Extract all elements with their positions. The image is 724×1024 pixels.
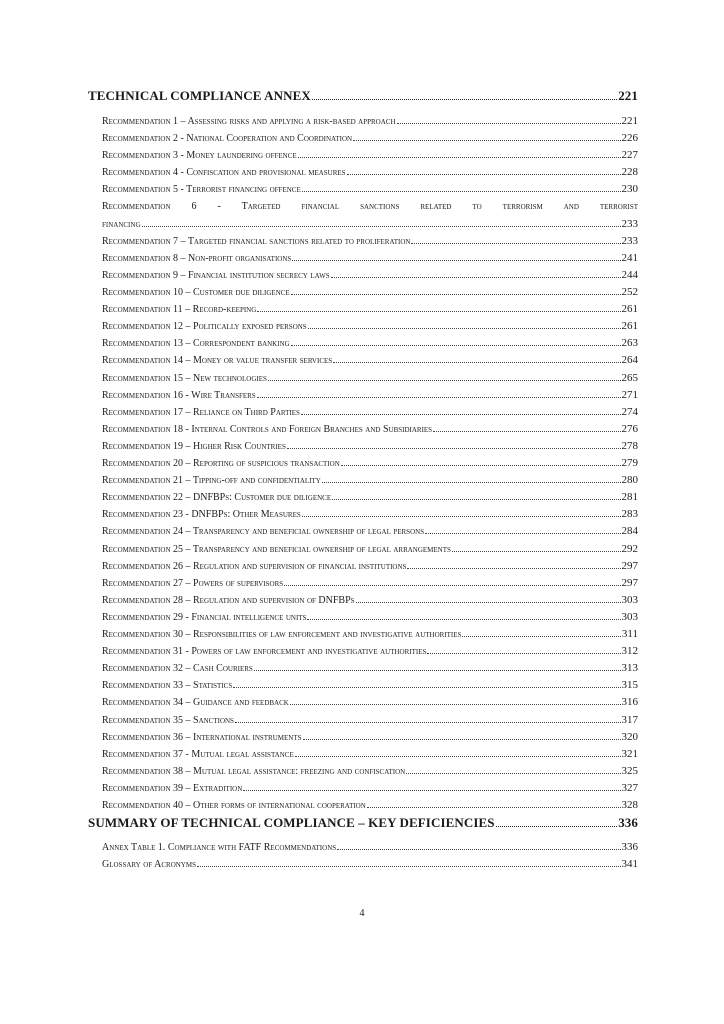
toc-entry-title: Recommendation 26 – Regulation and supervision of financial institutions <box>102 560 407 572</box>
toc-page-number: 233 <box>621 234 638 247</box>
toc-entry-recommendation-15[interactable] <box>102 372 638 384</box>
toc-entry-title: Recommendation 32 – Cash Couriers <box>102 663 253 675</box>
toc-entry-recommendation-8[interactable] <box>102 252 638 264</box>
toc-entry-annex-table-1[interactable] <box>102 841 638 853</box>
toc-entry-title: Recommendation 7 – Targeted financial sanctions related to proliferation <box>102 235 411 247</box>
toc-section-title: SUMMARY OF TECHNICAL COMPLIANCE – KEY DEFICIENCIES <box>88 815 495 830</box>
toc-page-number: 241 <box>621 251 638 264</box>
toc-page-number: 315 <box>621 679 638 692</box>
toc-entry-recommendation-16[interactable] <box>102 389 638 401</box>
dot-leader <box>312 99 617 100</box>
toc-entry-recommendation-40[interactable] <box>102 799 638 811</box>
dot-leader <box>291 294 621 295</box>
toc-entry-recommendation-4[interactable] <box>102 166 638 178</box>
toc-entry-title: Recommendation 1 – Assessing risks and applying a risk-based approach <box>102 116 396 127</box>
dot-leader <box>427 653 620 654</box>
toc-page-number: 320 <box>621 730 638 743</box>
dot-leader <box>302 191 621 192</box>
toc-entry-recommendation-6[interactable] <box>102 218 638 230</box>
toc-page-number: 278 <box>621 439 638 452</box>
toc-entry-title: Recommendation 10 – Customer due diligence <box>102 287 290 298</box>
toc-entry-recommendation-32[interactable] <box>102 662 638 674</box>
toc-page-number: 252 <box>621 286 638 298</box>
toc-entry-recommendation-38[interactable] <box>102 765 638 777</box>
toc-section-summary-key-deficiencies[interactable] <box>88 815 638 831</box>
toc-page-number: 303 <box>621 610 638 623</box>
toc-entry-recommendation-1[interactable] <box>102 115 638 127</box>
toc-entry-title: Recommendation 17 – Reliance on Third Parties <box>102 406 300 418</box>
toc-page-number: 244 <box>621 268 638 281</box>
toc-entry-title: Recommendation 38 – Mutual legal assistance: freezing and confiscation <box>102 765 406 777</box>
toc-entry-recommendation-22[interactable] <box>102 491 638 503</box>
toc-entry-recommendation-18[interactable] <box>102 423 638 435</box>
toc-entry-title: Recommendation 8 – Non-profit organisations <box>102 252 292 264</box>
toc-entry-recommendation-14[interactable] <box>102 354 638 366</box>
dot-leader <box>452 551 621 552</box>
toc-page-number: 316 <box>621 696 638 709</box>
toc-entry-recommendation-5[interactable] <box>102 183 638 195</box>
dot-leader <box>411 243 620 244</box>
toc-entry-title: Recommendation 16 - Wire Transfers <box>102 389 256 401</box>
toc-entry-title: Glossary of Acronyms <box>102 859 196 870</box>
dot-leader <box>337 849 620 850</box>
toc-entry-title: Recommendation 36 – International instruments <box>102 731 302 743</box>
toc-entry-recommendation-13[interactable] <box>102 337 638 349</box>
toc-page-number: 283 <box>621 508 638 521</box>
toc-entry-recommendation-10[interactable] <box>102 286 638 298</box>
toc-entry-title: Annex Table 1. Compliance with FATF Recommendations <box>102 842 337 853</box>
toc-entry-recommendation-34[interactable] <box>102 696 638 708</box>
toc-entry-recommendation-37[interactable] <box>102 748 638 760</box>
toc-entry-title: Recommendation 19 – Higher Risk Countries <box>102 440 286 452</box>
toc-entry-recommendation-28[interactable] <box>102 594 638 606</box>
toc-entry-recommendation-24[interactable] <box>102 525 638 537</box>
toc-page-number: 281 <box>621 491 638 504</box>
toc-page-number: 292 <box>621 542 638 555</box>
page-number-footer: 4 <box>359 908 365 919</box>
toc-section-technical-compliance-annex[interactable] <box>88 88 638 104</box>
toc-page-number: 317 <box>621 713 638 726</box>
toc-entry-title: Recommendation 14 – Money or value transfer services <box>102 355 333 367</box>
dot-leader <box>268 380 621 381</box>
dot-leader <box>356 602 621 603</box>
toc-page-number: 233 <box>621 217 638 230</box>
dot-leader <box>462 636 620 637</box>
toc-entry-title: Recommendation 21 – Tipping-off and confidentiality <box>102 475 321 487</box>
toc-entry-title: Recommendation 20 – Reporting of suspicious transaction <box>102 458 340 469</box>
toc-page-number: 261 <box>621 320 638 333</box>
toc-entry-recommendation-30[interactable] <box>102 628 638 640</box>
toc-entry-recommendation-17[interactable] <box>102 406 638 418</box>
toc-entry-title: Recommendation 9 – Financial institution secrecy laws <box>102 269 330 281</box>
dot-leader <box>243 790 620 791</box>
toc-page-number: 274 <box>621 405 638 418</box>
toc-page-number: 327 <box>621 781 638 794</box>
toc-page-number: 261 <box>621 303 638 316</box>
dot-leader <box>406 773 620 774</box>
toc-page-number: 276 <box>621 422 638 435</box>
toc-entry-recommendation-2[interactable] <box>102 132 638 144</box>
toc-entry-title: Recommendation 11 – Record-keeping <box>102 304 257 316</box>
toc-page-number: 265 <box>621 371 638 384</box>
toc-entry-title: Recommendation 40 – Other forms of international cooperation <box>102 800 366 811</box>
toc-entry-title: Recommendation 39 – Extradition <box>102 782 243 794</box>
dot-leader <box>303 739 621 740</box>
toc-entry-title: Recommendation 4 - Confiscation and provisional measures <box>102 167 346 179</box>
dot-leader <box>142 226 621 227</box>
toc-entry-title: Recommendation 2 - National Cooperation and Coordination <box>102 133 353 145</box>
toc-entry-recommendation-11[interactable] <box>102 303 638 315</box>
toc-page-number: 221 <box>618 88 638 103</box>
toc-entry-recommendation-31[interactable] <box>102 645 638 657</box>
toc-entry-title: Recommendation 30 – Responsibilities of law enforcement and investigative authorities <box>102 629 462 640</box>
toc-entry-recommendation-7[interactable] <box>102 235 638 247</box>
toc-page-number: 303 <box>621 593 638 606</box>
toc-entry-recommendation-19[interactable] <box>102 440 638 452</box>
toc-page-number: 221 <box>621 115 638 127</box>
toc-entry-recommendation-12[interactable] <box>102 320 638 332</box>
toc-entry-title: Recommendation 5 - Terrorist financing offence <box>102 184 301 196</box>
dot-leader <box>257 311 620 312</box>
toc-entry-title: Recommendation 3 - Money laundering offence <box>102 150 297 162</box>
toc-page-number: 280 <box>621 474 638 487</box>
dot-leader <box>290 704 621 705</box>
toc-entry-title: Recommendation 22 – DNFBPs: Customer due diligence <box>102 492 332 504</box>
dot-leader <box>295 756 621 757</box>
toc-page-number: 328 <box>621 799 638 811</box>
dot-leader <box>322 482 621 483</box>
dot-leader <box>332 499 620 500</box>
toc-page-number: 279 <box>621 457 638 469</box>
dot-leader <box>333 362 620 363</box>
toc-entry-title-line1: Recommendation 6 - Targeted financial sanctions related to terrorism and terrorist <box>102 200 638 212</box>
dot-leader <box>308 328 621 329</box>
toc-entry-recommendation-39[interactable] <box>102 782 638 794</box>
toc-entry-title: Recommendation 12 – Politically exposed persons <box>102 321 307 333</box>
toc-page-number: 226 <box>621 132 638 145</box>
toc-page-number: 313 <box>621 662 638 675</box>
dot-leader <box>197 866 621 867</box>
toc-page-number: 227 <box>621 149 638 162</box>
toc-entry-recommendation-27[interactable] <box>102 577 638 589</box>
toc-entry-recommendation-35[interactable] <box>102 714 638 726</box>
toc-section-title: TECHNICAL COMPLIANCE ANNEX <box>88 88 311 103</box>
toc-entry-title: Recommendation 23 - DNFBPs: Other Measures <box>102 509 301 521</box>
toc-entry-title: Recommendation 31 - Powers of law enforcement and investigative authorities <box>102 646 427 658</box>
toc-entry-title: Recommendation 33 – Statistics <box>102 680 233 692</box>
toc-page-number: 336 <box>621 841 638 853</box>
toc-entry-recommendation-9[interactable] <box>102 269 638 281</box>
toc-page-number: 230 <box>621 183 638 196</box>
toc-entry-title-line2: financing <box>102 218 141 230</box>
toc-entry-recommendation-23[interactable] <box>102 508 638 520</box>
dot-leader <box>291 345 621 346</box>
dot-leader <box>292 260 620 261</box>
toc-entry-recommendation-3[interactable] <box>102 149 638 161</box>
dot-leader <box>235 722 621 723</box>
toc-page-number: 284 <box>621 525 638 538</box>
toc-entry-title: Recommendation 18 - Internal Controls and Foreign Branches and Subsidiaries <box>102 423 433 435</box>
toc-page-number: 271 <box>621 388 638 401</box>
toc-entry-title: Recommendation 15 – New technologies <box>102 372 267 384</box>
dot-leader <box>425 533 620 534</box>
toc-entry-recommendation-25[interactable] <box>102 543 638 555</box>
toc-page-number: 336 <box>618 815 638 830</box>
dot-leader <box>407 568 620 569</box>
toc-entry-title: Recommendation 27 – Powers of supervisors <box>102 577 284 589</box>
toc-page-number: 311 <box>621 628 638 640</box>
dot-leader <box>257 397 621 398</box>
toc-page-number: 263 <box>621 337 638 350</box>
dot-leader <box>397 123 621 124</box>
dot-leader <box>301 414 621 415</box>
dot-leader <box>307 619 620 620</box>
toc-entry-title: Recommendation 34 – Guidance and feedback <box>102 697 289 709</box>
dot-leader <box>353 140 620 141</box>
toc-entry-glossary[interactable] <box>102 858 638 870</box>
dot-leader <box>284 585 620 586</box>
toc-page-number: 264 <box>621 354 638 367</box>
toc-page-number: 297 <box>621 559 638 572</box>
toc-entry-recommendation-26[interactable] <box>102 560 638 572</box>
toc-page-number: 312 <box>621 645 638 658</box>
toc-entry-recommendation-21[interactable] <box>102 474 638 486</box>
toc-entry-title: Recommendation 35 – Sanctions <box>102 714 234 726</box>
dot-leader <box>254 670 621 671</box>
dot-leader <box>496 826 618 827</box>
toc-entry-title: Recommendation 24 – Transparency and beneficial ownership of legal persons <box>102 526 425 538</box>
dot-leader <box>287 448 621 449</box>
toc-entry-title: Recommendation 37 - Mutual legal assistance <box>102 748 294 760</box>
toc-page-number: 297 <box>621 576 638 589</box>
toc-entry-title: Recommendation 13 – Correspondent banking <box>102 338 290 350</box>
toc-entry-recommendation-33[interactable] <box>102 679 638 691</box>
dot-leader <box>302 516 621 517</box>
toc-entry-recommendation-36[interactable] <box>102 731 638 743</box>
toc-entry-recommendation-29[interactable] <box>102 611 638 623</box>
toc-entry-title: Recommendation 25 – Transparency and beneficial ownership of legal arrangements <box>102 543 451 555</box>
toc-entry-title: Recommendation 28 – Regulation and supervision of DNFBPs <box>102 594 355 606</box>
dot-leader <box>233 687 620 688</box>
dot-leader <box>341 465 621 466</box>
toc-page-number: 228 <box>621 166 638 179</box>
dot-leader <box>367 807 621 808</box>
dot-leader <box>347 174 621 175</box>
toc-page-number: 341 <box>621 858 638 870</box>
toc-entry-recommendation-20[interactable] <box>102 457 638 469</box>
toc-page-number: 325 <box>621 764 638 777</box>
dot-leader <box>433 431 620 432</box>
dot-leader <box>298 157 621 158</box>
toc-page-number: 321 <box>621 747 638 760</box>
toc-entry-title: Recommendation 29 - Financial intelligence units <box>102 611 307 623</box>
dot-leader <box>331 277 621 278</box>
